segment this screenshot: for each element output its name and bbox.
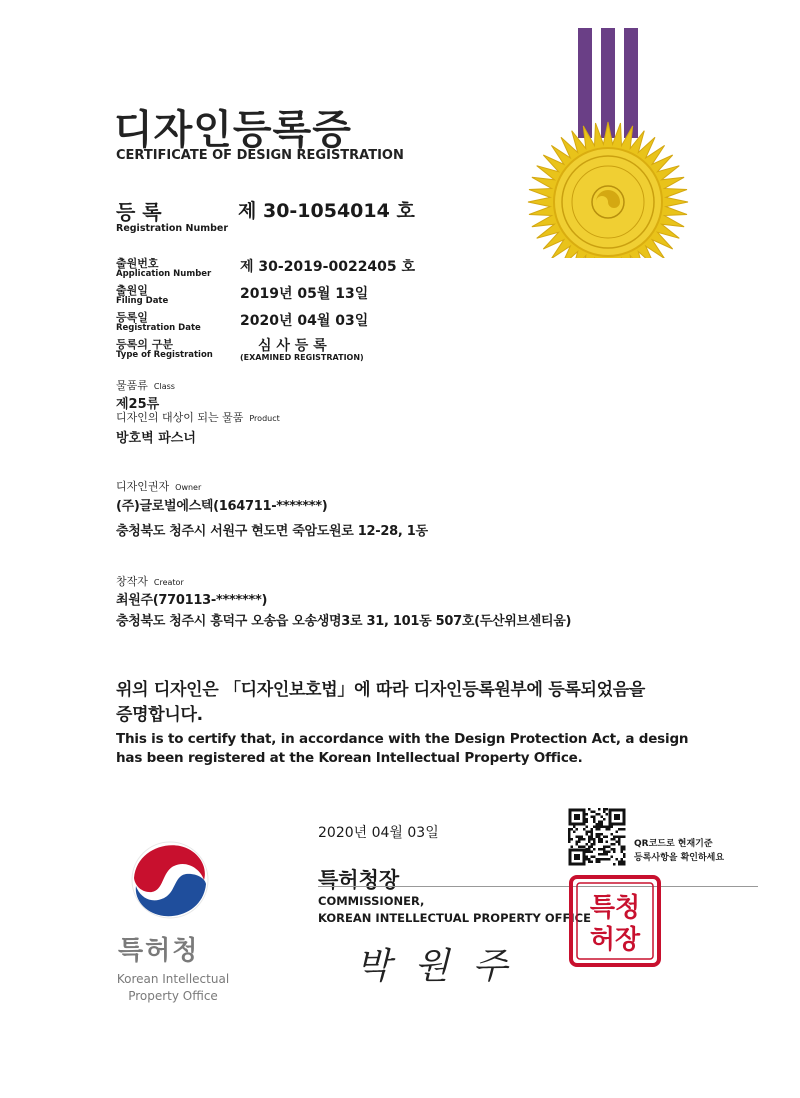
commissioner-title-ko: 특허청장 bbox=[318, 868, 400, 892]
filing-date-value: 2019년 05월 13일 bbox=[240, 286, 369, 302]
registration-type-label-en: Type of Registration bbox=[116, 350, 213, 360]
ribbon-stripe-1 bbox=[578, 28, 592, 138]
product-label-ko: 디자인의 대상이 되는 물품 bbox=[116, 411, 244, 424]
certification-ko-line1: 위의 디자인은 「디자인보호법」에 따라 디자인등록원부에 등록되었음을 bbox=[116, 680, 646, 700]
ribbon-stripe-3 bbox=[624, 28, 638, 138]
svg-text:허장: 허장 bbox=[589, 925, 641, 955]
qr-code[interactable] bbox=[568, 808, 626, 866]
commissioner-title-en-line2: KOREAN INTELLECTUAL PROPERTY OFFICE bbox=[318, 911, 591, 925]
certificate-title-en: CERTIFICATE OF DESIGN REGISTRATION bbox=[116, 148, 404, 163]
kipo-emblem-icon bbox=[128, 838, 212, 922]
registration-label-ko: 등 록 bbox=[116, 200, 162, 224]
qr-note-line1: QR코드로 현재기준 bbox=[634, 839, 713, 849]
footer-divider bbox=[318, 886, 758, 887]
owner-address: 충청북도 청주시 서원구 현도면 죽암도원로 12-28, 1동 bbox=[116, 524, 428, 539]
kipo-name-ko: 특허청 bbox=[118, 936, 200, 966]
application-number-value: 제 30-2019-0022405 호 bbox=[240, 259, 416, 275]
certificate-title-ko: 디자인등록증 bbox=[114, 107, 352, 153]
certification-en-line2: has been registered at the Korean Intellectual Property Office. bbox=[116, 750, 583, 766]
class-label-ko: 물품류 bbox=[116, 379, 148, 392]
owner-label-en: Owner bbox=[175, 483, 202, 492]
registration-type-sub: (EXAMINED REGISTRATION) bbox=[240, 353, 364, 362]
kipo-name-en-line1: Korean Intellectual bbox=[116, 972, 230, 986]
creator-label bbox=[116, 573, 184, 589]
class-label bbox=[116, 377, 175, 393]
class-label-en: Class bbox=[153, 382, 175, 391]
certification-ko-line2: 증명합니다. bbox=[116, 705, 203, 725]
registration-type-value: 심 사 등 록 bbox=[258, 338, 327, 354]
class-value: 제25류 bbox=[116, 397, 160, 412]
gold-medal-seal bbox=[510, 28, 710, 258]
qr-note-line2: 등록사항을 확인하세요 bbox=[634, 853, 725, 863]
owner-label bbox=[116, 478, 201, 494]
svg-text:특청: 특청 bbox=[589, 893, 641, 923]
certification-en-line1: This is to certify that, in accordance with the Design Protection Act, a design bbox=[116, 731, 689, 747]
application-number-label-en: Application Number bbox=[116, 269, 212, 279]
registration-number: 제 30-1054014 호 bbox=[238, 200, 415, 222]
product-label-en: Product bbox=[249, 414, 280, 423]
registration-type-label: 등록의 구분 bbox=[116, 338, 173, 351]
official-seal-stamp bbox=[568, 874, 662, 968]
registration-date-value: 2020년 04월 03일 bbox=[240, 313, 369, 329]
creator-address: 충청북도 청주시 흥덕구 오송읍 오송생명3로 31, 101동 507호(두산위브센티움) bbox=[116, 614, 572, 629]
application-number-label: 출원번호 bbox=[116, 257, 159, 270]
registration-date-label-en: Registration Date bbox=[116, 323, 201, 333]
owner-name: (주)글로벌에스텍(164711-*******) bbox=[116, 499, 328, 514]
creator-label-en: Creator bbox=[153, 578, 184, 587]
commissioner-signature: 박 원 주 bbox=[356, 946, 514, 987]
commissioner-title-en-line1: COMMISSIONER, bbox=[318, 894, 425, 908]
kipo-name-en-line2: Property Office bbox=[128, 989, 218, 1003]
creator-label-ko: 창작자 bbox=[116, 575, 148, 588]
owner-label-ko: 디자인권자 bbox=[116, 480, 170, 493]
creator-name: 최원주(770113-*******) bbox=[116, 593, 268, 608]
registration-label-en: Registration Number bbox=[116, 223, 229, 234]
issue-date: 2020년 04월 03일 bbox=[318, 825, 439, 841]
filing-date-label-en: Filing Date bbox=[116, 296, 169, 306]
ribbon-stripe-2 bbox=[601, 28, 615, 138]
filing-date-label: 출원일 bbox=[116, 284, 148, 297]
product-value: 방호벽 파스너 bbox=[116, 431, 196, 446]
product-label bbox=[116, 409, 280, 425]
registration-date-label: 등록일 bbox=[116, 311, 148, 324]
